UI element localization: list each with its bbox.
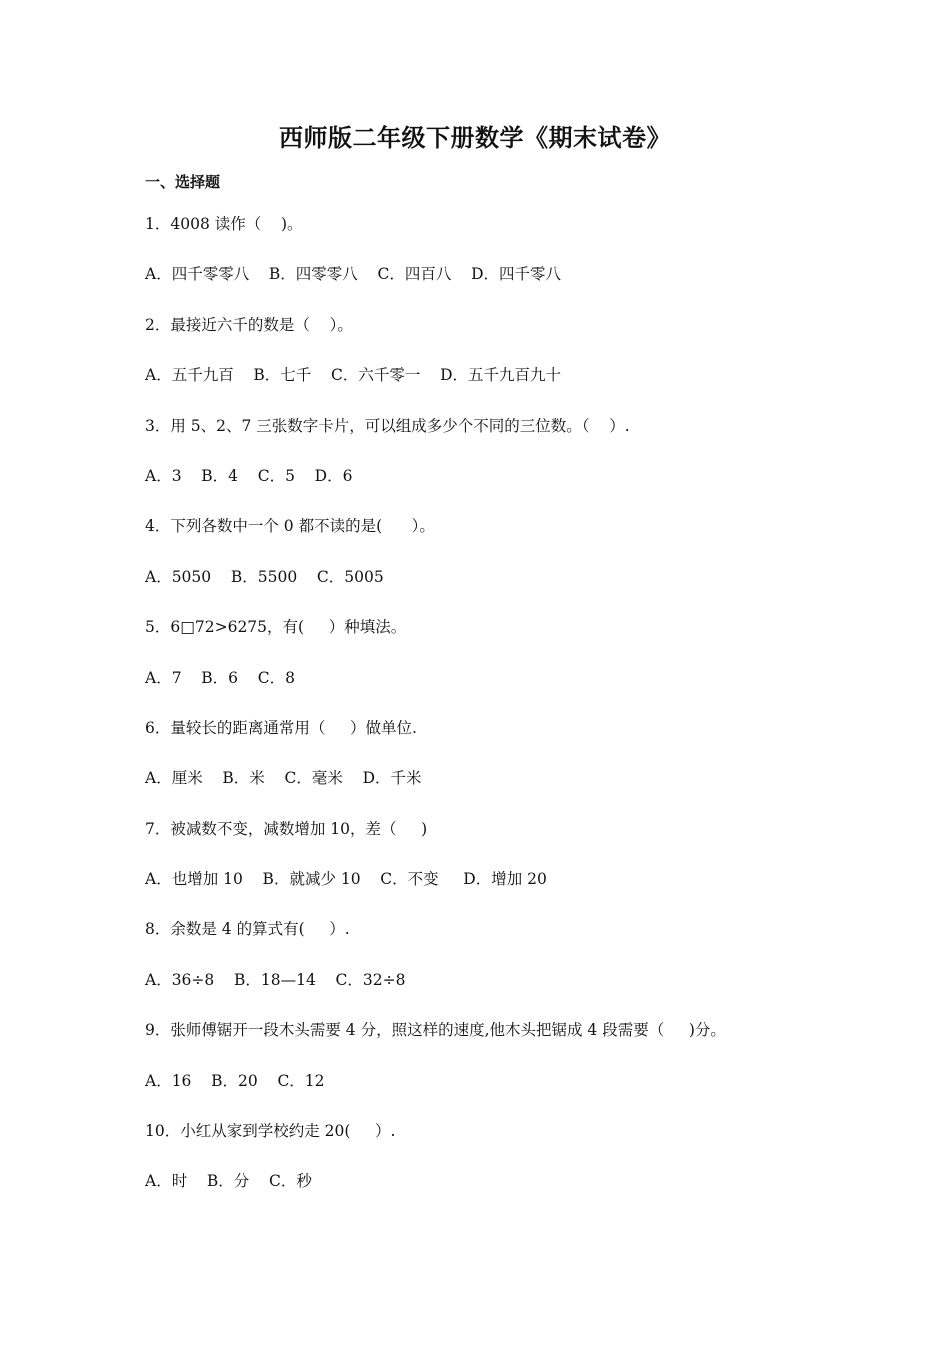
question-3-stem: 3．用 5、2、7 三张数字卡片，可以组成多少个不同的三位数。（ ）. (145, 416, 630, 435)
question-2-stem: 2．最接近六千的数是（ ）。 (145, 315, 353, 334)
question-4-stem: 4．下列各数中一个 0 都不读的是( ）。 (145, 517, 435, 536)
question-8-stem: 8．余数是 4 的算式有( ）. (145, 920, 350, 939)
question-8-options: A．36÷8 B．18—14 C．32÷8 (145, 970, 406, 989)
question-9-stem: 9．张师傅锯开一段木头需要 4 分，照这样的速度,他木头把锯成 4 段需要（ )分。 (145, 1021, 726, 1040)
page-title: 西师版二年级下册数学《期末试卷》 (279, 123, 671, 152)
question-9-options: A．16 B．20 C．12 (145, 1071, 325, 1090)
question-3-options: A．3 B．4 C．5 D．6 (145, 466, 353, 485)
question-5-options: A．7 B．6 C．8 (145, 668, 295, 687)
question-2-options: A．五千九百 B．七千 C．六千零一 D．五千九百九十 (145, 366, 561, 385)
question-5-stem: 5．6□72>6275，有( ）种填法。 (145, 618, 407, 637)
question-7-stem: 7．被减数不变，减数增加 10，差（ ) (145, 819, 428, 838)
question-10-stem: 10．小红从家到学校约走 20( ）. (145, 1122, 396, 1141)
question-7-options: A．也增加 10 B．就减少 10 C．不变 D．增加 20 (145, 870, 547, 889)
question-4-options: A．5050 B．5500 C．5005 (145, 567, 384, 586)
section-heading: 一、选择题 (145, 173, 221, 191)
question-6-stem: 6．量较长的距离通常用（ ）做单位. (145, 718, 417, 737)
question-1-options: A．四千零零八 B．四零零八 C．四百八 D．四千零八 (145, 265, 561, 284)
question-1-stem: 1．4008 读作（ )。 (145, 215, 303, 233)
question-10-options: A．时 B．分 C．秒 (145, 1172, 312, 1191)
question-list (145, 213, 845, 1221)
question-6-options: A．厘米 B．米 C．毫米 D．千米 (145, 769, 422, 788)
